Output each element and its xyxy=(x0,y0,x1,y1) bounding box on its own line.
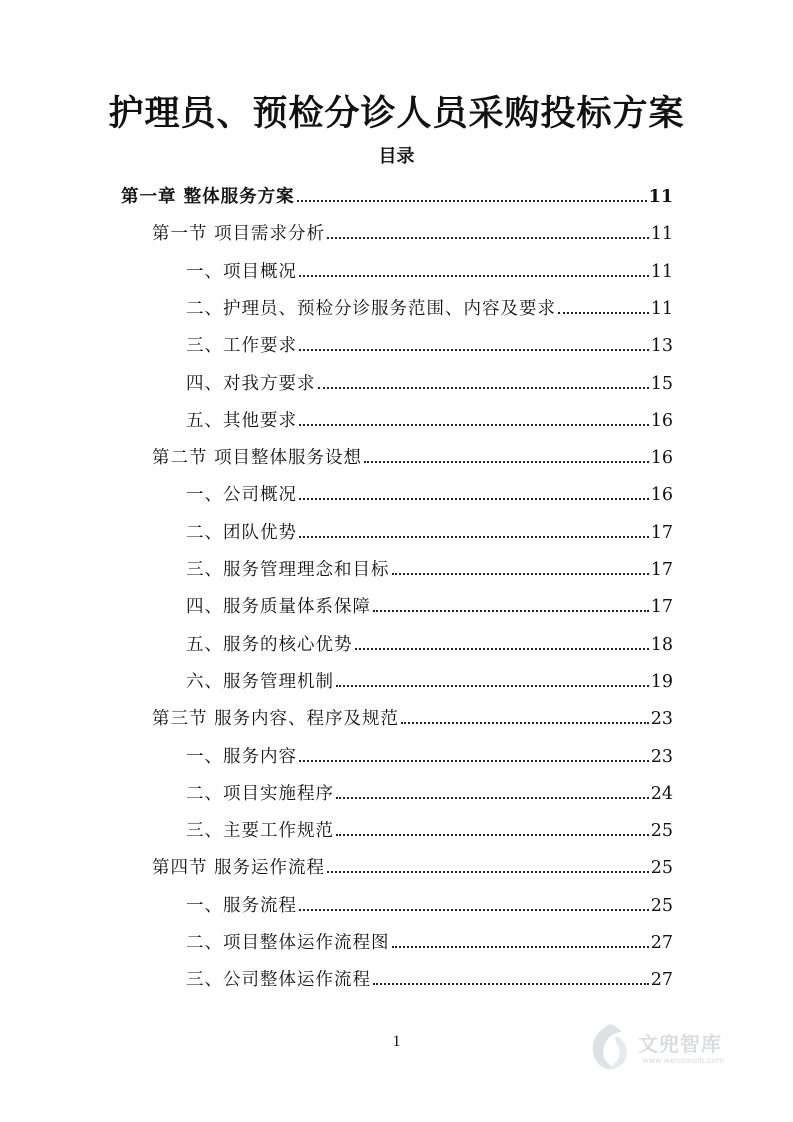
toc-entry-page: 17 xyxy=(650,522,673,543)
toc-dot-leader xyxy=(327,237,649,239)
toc-dot-leader xyxy=(364,461,649,463)
toc-entry-label: 五、服务的核心优势 xyxy=(186,634,353,655)
toc-entry-page: 27 xyxy=(650,933,673,953)
toc-entry-label: 第一节 项目需求分析 xyxy=(152,224,326,245)
toc-entry-page: 24 xyxy=(650,783,673,804)
toc-dot-leader xyxy=(392,946,649,948)
toc-dot-leader xyxy=(373,610,649,612)
toc-dot-leader xyxy=(327,871,649,873)
document-title: 护理员、预检分诊人员采购投标方案 xyxy=(108,93,685,134)
toc-entry-page: 16 xyxy=(650,448,673,469)
toc-entry-label: 第三节 服务内容、程序及规范 xyxy=(152,709,400,730)
toc-entry[interactable] xyxy=(152,439,673,469)
toc-heading: 目录 xyxy=(378,146,415,167)
toc-entry-label: 第一章 整体服务方案 xyxy=(121,187,295,207)
toc-entry-label: 第四节 服务运作流程 xyxy=(152,858,326,879)
toc-dot-leader xyxy=(336,685,649,687)
toc-entry-page: 23 xyxy=(650,746,673,767)
toc-entry-label: 三、公司整体运作流程 xyxy=(186,970,371,991)
toc-entry-page: 17 xyxy=(650,560,673,580)
toc-entry[interactable] xyxy=(152,700,673,730)
toc-dot-leader xyxy=(355,648,649,650)
watermark-url: www.wendoulib.com xyxy=(642,1056,725,1065)
toc-entry-page: 15 xyxy=(650,373,673,394)
toc-entry-label: 三、工作要求 xyxy=(186,336,297,357)
toc-entry-label: 二、护理员、预检分诊服务范围、内容及要求 xyxy=(186,298,556,319)
toc-entry-label: 三、主要工作规范 xyxy=(186,821,334,842)
toc-entry-page: 17 xyxy=(650,597,673,618)
toc-entry[interactable] xyxy=(186,588,673,618)
toc-entry[interactable] xyxy=(186,514,673,544)
toc-dot-leader xyxy=(558,312,649,314)
toc-entry[interactable] xyxy=(186,924,673,954)
toc-entry-label: 一、服务流程 xyxy=(186,895,297,916)
toc-entry[interactable] xyxy=(121,178,673,208)
toc-entry-page: 19 xyxy=(650,671,673,692)
toc-dot-leader xyxy=(336,834,649,836)
toc-entry-label: 二、项目实施程序 xyxy=(186,783,334,804)
toc-dot-leader xyxy=(373,983,649,985)
toc-entry[interactable] xyxy=(186,738,673,768)
toc-dot-leader xyxy=(336,797,649,799)
toc-entry[interactable] xyxy=(186,626,673,656)
toc-dot-leader xyxy=(392,573,649,575)
toc-dot-leader xyxy=(299,760,649,762)
toc-entry-page: 18 xyxy=(650,634,673,655)
toc-dot-leader xyxy=(299,424,649,426)
toc-entry-page: 13 xyxy=(650,336,673,357)
toc-entry-label: 四、服务质量体系保障 xyxy=(186,597,371,618)
toc-entry-label: 一、公司概况 xyxy=(186,485,297,506)
toc-entry[interactable] xyxy=(186,775,673,805)
toc-entry-label: 四、对我方要求 xyxy=(186,373,316,394)
toc-entry-page: 16 xyxy=(650,410,673,431)
toc-entry[interactable] xyxy=(186,551,673,581)
watermark-brand: 文兜智库 xyxy=(638,1032,722,1056)
toc-dot-leader xyxy=(401,722,649,724)
toc-entry-page: 11 xyxy=(650,298,673,319)
toc-dot-leader xyxy=(299,498,649,500)
toc-entry[interactable] xyxy=(186,402,673,432)
toc-entry-label: 一、服务内容 xyxy=(186,746,297,767)
toc-entry[interactable] xyxy=(186,961,673,991)
toc-entry[interactable] xyxy=(186,812,673,842)
toc-entry-page: 11 xyxy=(648,187,673,207)
toc-dot-leader xyxy=(297,200,647,202)
toc-entry-label: 二、项目整体运作流程图 xyxy=(186,933,390,953)
toc-entry-label: 二、团队优势 xyxy=(186,522,297,543)
toc-entry-page: 25 xyxy=(650,895,673,916)
toc-entry[interactable] xyxy=(186,365,673,395)
toc-entry-page: 16 xyxy=(650,485,673,506)
toc-entry[interactable] xyxy=(186,887,673,917)
toc-entry-label: 五、其他要求 xyxy=(186,410,297,431)
toc-entry-page: 11 xyxy=(650,261,673,282)
toc-entry[interactable] xyxy=(186,663,673,693)
toc-entry-page: 23 xyxy=(650,709,673,730)
toc-entry[interactable] xyxy=(186,476,673,506)
toc-dot-leader xyxy=(299,909,649,911)
toc-dot-leader xyxy=(299,536,649,538)
toc-entry[interactable] xyxy=(186,327,673,357)
watermark xyxy=(586,1020,766,1080)
toc-dot-leader xyxy=(299,275,649,277)
toc-entry-page: 27 xyxy=(650,970,673,991)
toc-dot-leader xyxy=(318,387,649,389)
toc-entry-label: 一、项目概况 xyxy=(186,261,297,282)
toc-entry-page: 25 xyxy=(650,858,673,879)
toc-entry[interactable] xyxy=(152,849,673,879)
toc-entry[interactable] xyxy=(186,290,673,320)
toc-entry[interactable] xyxy=(186,253,673,283)
toc-entry[interactable] xyxy=(152,215,673,245)
toc-entry-page: 25 xyxy=(650,821,673,842)
toc-entry-label: 六、服务管理机制 xyxy=(186,671,334,692)
toc-entry-label: 三、服务管理理念和目标 xyxy=(186,560,390,580)
toc-entry-label: 第二节 项目整体服务设想 xyxy=(152,448,363,469)
toc-dot-leader xyxy=(299,349,649,351)
wendou-logo-icon xyxy=(586,1022,634,1074)
toc-entry-page: 11 xyxy=(650,224,673,245)
page-number: 1 xyxy=(392,1033,401,1050)
